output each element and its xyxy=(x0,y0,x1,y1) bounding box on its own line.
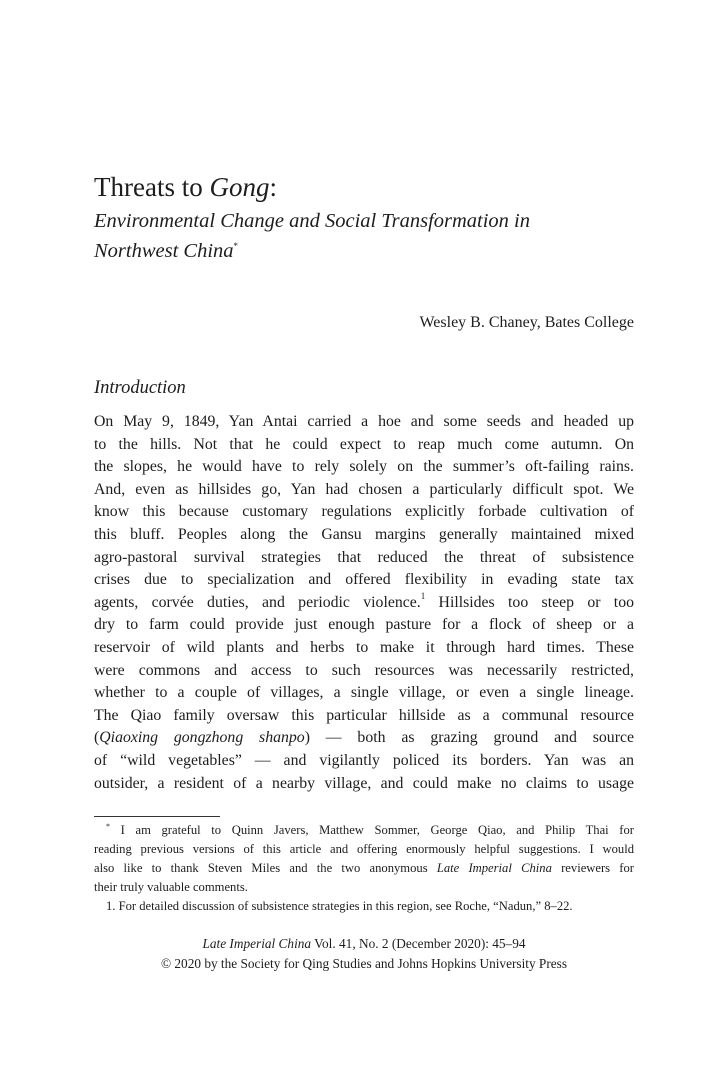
footnote-text: reviewers for xyxy=(551,861,634,875)
body-line: outsider, a resident of a nearby village, and could make no claims to usage xyxy=(94,774,634,792)
article-subtitle xyxy=(94,206,634,266)
body-line: were commons and access to such resources was necessarily restricted, xyxy=(94,661,634,679)
article-title xyxy=(94,170,277,204)
subtitle-line-1: Environmental Change and Social Transformation in xyxy=(94,210,531,232)
acknowledgment-note-line xyxy=(94,821,634,840)
copyright-line: © 2020 by the Society for Qing Studies and Johns Hopkins University Press xyxy=(160,956,568,971)
body-line: And, even as hillsides go, Yan had chosen a particularly difficult spot. We xyxy=(94,480,634,498)
body-line-continuation: Hillsides too steep or too xyxy=(425,593,634,611)
journal-title-italic: Late Imperial China xyxy=(436,861,552,875)
title-prefix: Threats to xyxy=(94,172,210,202)
footnote-reference-1[interactable]: 1 xyxy=(420,590,426,601)
body-line-text: agents, corvée duties, and periodic violence. xyxy=(94,593,421,611)
chinese-term: Qiaoxing gongzhong shanpo xyxy=(99,729,305,747)
body-line-text: ( xyxy=(94,729,100,747)
journal-name: Late Imperial China xyxy=(202,936,312,951)
body-line-with-note xyxy=(94,592,634,615)
body-line: On May 9, 1849, Yan Antai carried a hoe and some seeds and headed up xyxy=(94,413,634,430)
acknowledgment-note-marker: * xyxy=(233,241,239,251)
body-line: whether to a couple of villages, a single village, or even a single lineage. xyxy=(94,684,634,702)
article-first-page xyxy=(94,0,634,1072)
section-heading-introduction: Introduction xyxy=(94,378,186,398)
body-paragraph xyxy=(94,411,634,795)
body-line: The Qiao family oversaw this particular hillside as a communal resource xyxy=(94,706,634,724)
acknowledgment-note-line: their truly valuable comments. xyxy=(94,880,248,894)
acknowledgment-note-mark: * xyxy=(106,822,110,831)
footnotes xyxy=(94,821,634,916)
volume-issue-pages: Vol. 41, No. 2 (December 2020): 45–94 xyxy=(311,936,526,951)
body-line: this bluff. Peoples along the Gansu margins generally maintained mixed xyxy=(94,525,634,543)
author-byline: Wesley B. Chaney, Bates College xyxy=(419,314,634,331)
subtitle-line-2: Northwest China xyxy=(94,240,234,262)
body-line: reservoir of wild plants and herbs to make it through hard times. These xyxy=(94,638,634,656)
body-line: to the hills. Not that he could expect to reap much come autumn. On xyxy=(94,435,634,453)
acknowledgment-note-line: reading previous versions of this article and offering enormously helpful suggestions. I would xyxy=(94,842,634,856)
body-line: the slopes, he would have to rely solely on the summer’s oft-failing rains. xyxy=(94,458,634,476)
body-line-continuation: ) — both as grazing ground and source xyxy=(304,729,634,747)
footnote-text: also like to thank Steven Miles and the two anonymous xyxy=(94,861,437,875)
footnote-text: I am grateful to Quinn Javers, Matthew Sommer, George Qiao, and Philip Thai for xyxy=(110,823,634,837)
acknowledgment-note-line xyxy=(94,859,634,878)
journal-imprint xyxy=(94,934,634,974)
body-line: of “wild vegetables” — and vigilantly policed its borders. Yan was an xyxy=(94,751,634,769)
title-colon: : xyxy=(269,172,277,202)
body-line: dry to farm could provide just enough pasture for a flock of sheep or a xyxy=(94,616,634,634)
journal-citation xyxy=(94,934,634,954)
body-line: agro-pastoral survival strategies that reduced the threat of subsistence xyxy=(94,548,634,566)
footnote-1: 1. For detailed discussion of subsistence strategies in this region, see Roche, “Nadun,” 8–22. xyxy=(106,899,573,913)
body-line: know this because customary regulations explicitly forbade cultivation of xyxy=(94,503,634,521)
body-line-with-italic xyxy=(94,727,634,750)
title-gong: Gong xyxy=(209,172,270,202)
footnote-divider xyxy=(94,816,220,817)
body-line: crises due to specialization and offered flexibility in evading state tax xyxy=(94,571,634,589)
